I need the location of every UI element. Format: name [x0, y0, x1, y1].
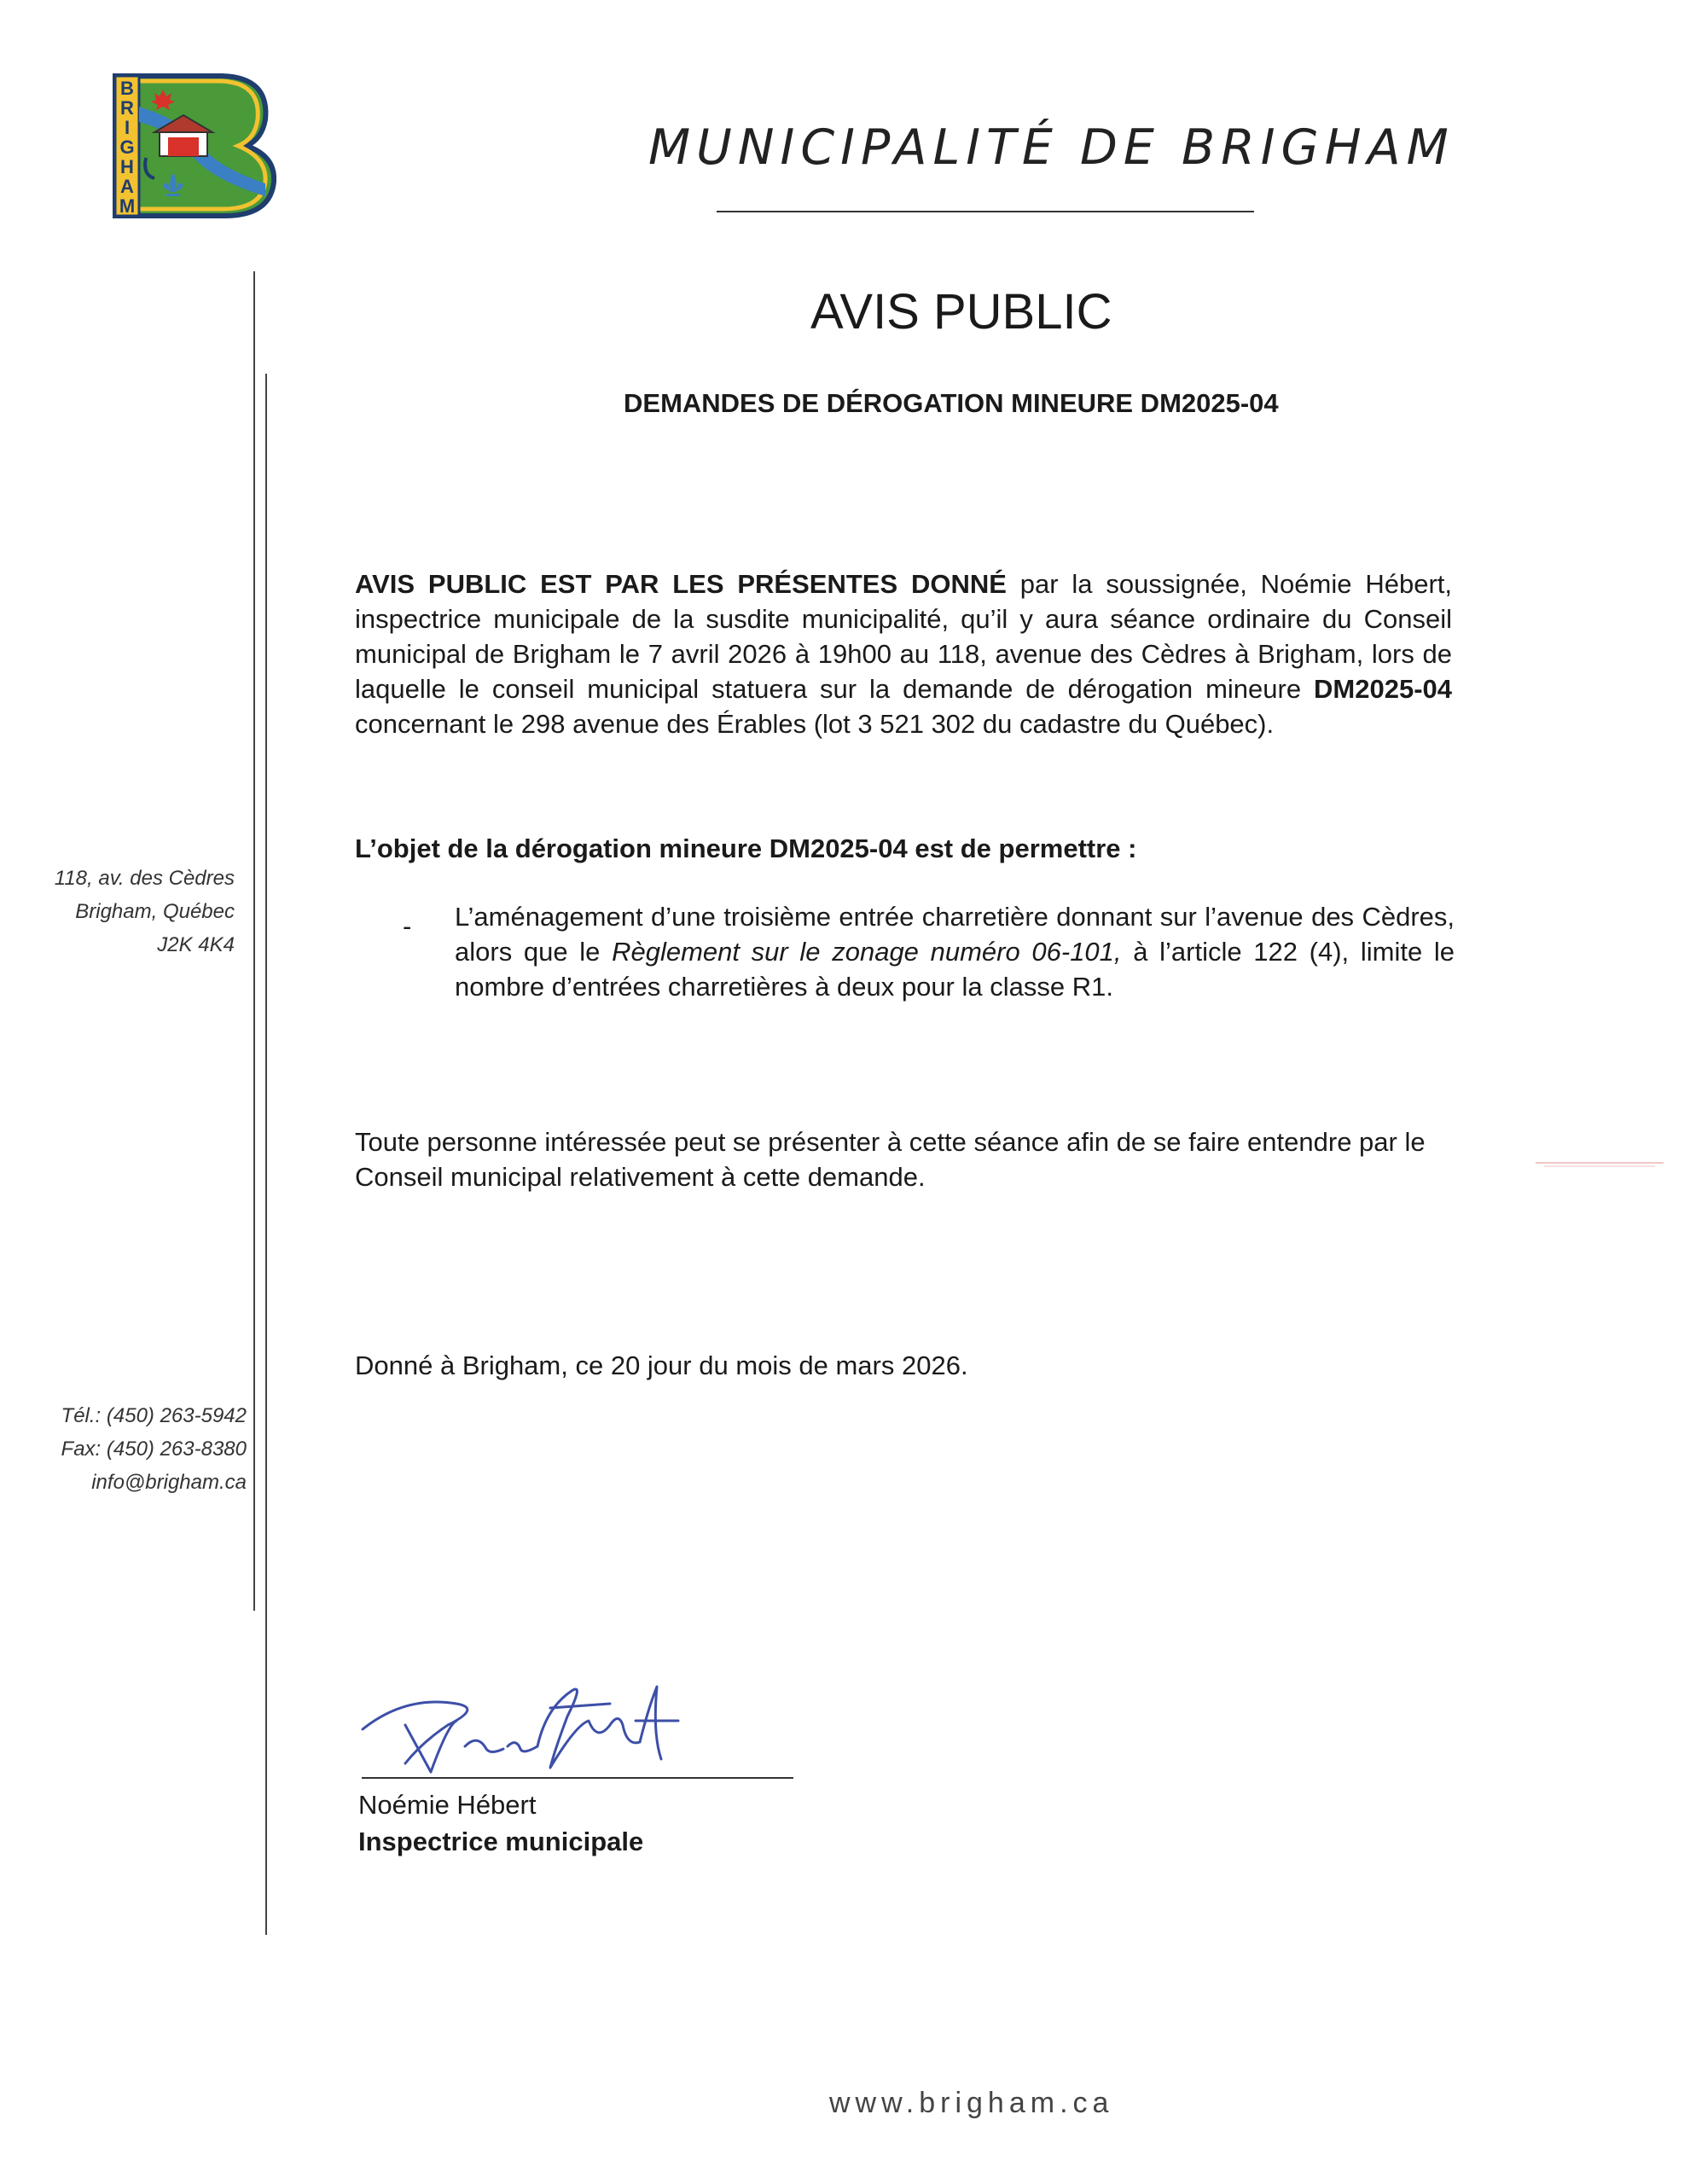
svg-text:H: H — [120, 156, 134, 177]
bullet-item: L’aménagement d’une troisième entrée charretière donnant sur l’avenue des Cèdres, alors que le Règlement sur le zonage numéro 06-101, à l’article 122 (4), limite le nombre d’entrées charretières à deux pour la classe R1. — [455, 902, 1455, 1002]
notice-code: DM2025-04 — [1314, 674, 1452, 704]
bullet-marker: - — [403, 911, 412, 941]
svg-text:G: G — [119, 136, 135, 158]
sidebar-rule-inner — [265, 374, 267, 1935]
svg-text:I: I — [124, 117, 131, 138]
regulation-reference: Règlement sur le zonage numéro 06-101, — [612, 937, 1122, 967]
svg-text:A: A — [120, 176, 134, 197]
notice-title: AVIS PUBLIC — [810, 284, 1112, 340]
header-divider — [717, 211, 1254, 212]
contact-fax: Fax: (450) 263-8380 — [61, 1438, 247, 1461]
notice-paragraph-hearing: Toute personne intéressée peut se présenter à cette séance afin de se faire entendre par le Conseil municipal relativement à cette demande. — [355, 1127, 1426, 1192]
handwritten-signature — [354, 1674, 721, 1785]
footer-website: www.brigham.ca — [829, 2087, 1114, 2119]
derogation-object-heading: L’objet de la dérogation mineure DM2025-04 est de permettre : — [355, 834, 1137, 863]
contact-email: info@brigham.ca — [91, 1471, 247, 1494]
logo-letters — [119, 78, 135, 217]
address-line-city: Brigham, Québec — [75, 900, 235, 923]
signer-name: Noémie Hébert — [358, 1790, 537, 1820]
svg-text:M: M — [119, 195, 136, 217]
notice-lead: AVIS PUBLIC EST PAR LES PRÉSENTES DONNÉ — [355, 569, 1007, 599]
notice-subject: DEMANDES DE DÉROGATION MINEURE DM2025-04 — [624, 388, 1279, 418]
sidebar-contact — [61, 1399, 247, 1499]
notice-paragraph-main: AVIS PUBLIC EST PAR LES PRÉSENTES DONNÉ par la soussignée, Noémie Hébert, inspectrice municipale de la susdite municipalité, qu’il y aura séance ordinaire du Conseil municipal de Brigham le 7 avril 2026 à 19h00 au 118, avenue des Cèdres à Brigham, lors de laquelle le conseil municipal statuera sur la demande de dérogation mineure DM2025-04 concernant le 298 avenue des Érables (lot 3 521 302 du cadastre du Québec). — [355, 569, 1452, 739]
brigham-logo — [112, 73, 276, 219]
svg-text:R: R — [120, 97, 134, 119]
signer-role: Inspectrice municipale — [358, 1827, 644, 1856]
address-line-postal: J2K 4K4 — [157, 933, 235, 956]
notice-given-date: Donné à Brigham, ce 20 jour du mois de mars 2026. — [355, 1350, 968, 1380]
svg-text:B: B — [120, 78, 134, 99]
signature-line — [362, 1777, 793, 1779]
municipality-title: MUNICIPALITÉ DE BRIGHAM — [648, 119, 1455, 176]
sidebar-address — [55, 862, 235, 961]
scan-artifact — [1536, 1160, 1664, 1169]
sidebar-rule-outer — [253, 271, 255, 1611]
contact-tel: Tél.: (450) 263-5942 — [61, 1404, 247, 1427]
address-line-street: 118, av. des Cèdres — [54, 867, 235, 890]
